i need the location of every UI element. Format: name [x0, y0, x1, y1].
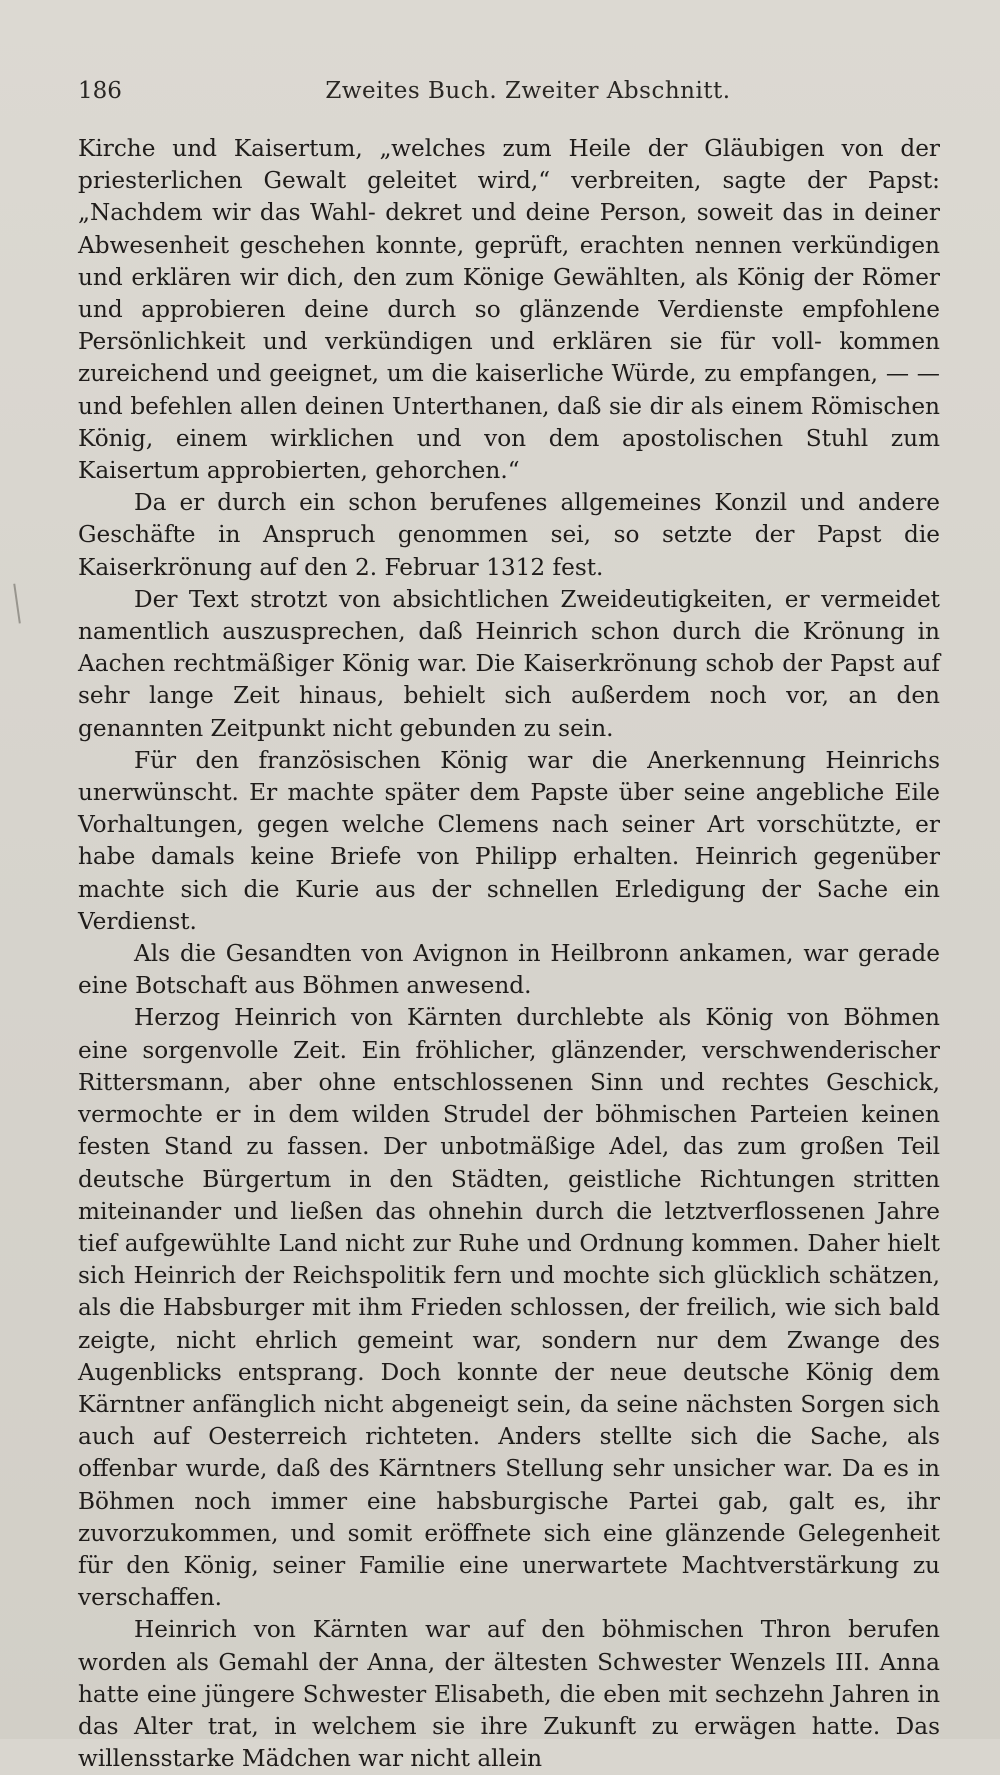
running-head: Zweites Buch. Zweiter Abschnitt. — [325, 78, 731, 104]
paragraph: Als die Gesandten von Avignon in Heilbronn ankamen, war gerade eine Botschaft aus Böhmen anwesend. — [78, 940, 940, 1000]
paragraph: Kirche und Kaisertum, „welches zum Heile der Gläubigen von der priesterlichen Gewalt geleitet wird,“ verbreiten, sagte der Papst: „Nachdem wir das Wahl- dekret und deine Person, soweit das in deiner Abwesenheit geschehen konnte, geprüft, erachten nennen verkündigen und erklären wir dich, den zum Könige Gewählten, als König der Römer und approbieren deine durch so glänzende Verdienste empfohlene Persönlichkeit und verkündigen und erklären sie für voll- kommen zureichend und geeignet, um die kaiserliche Würde, zu empfangen, — — und befehlen allen deinen Unterthanen, daß sie dir als einem Römischen König, einem wirklichen und von dem apostolischen Stuhl zum Kaisertum approbierten, gehorchen.“ — [78, 135, 940, 485]
paragraph: Herzog Heinrich von Kärnten durchlebte als König von Böhmen eine sorgenvolle Zeit. Ein fröhlicher, glänzender, verschwenderischer Rittersmann, aber ohne entschlossenen Sinn und rechtes Geschick, vermochte er in dem wilden Strudel der böhmischen Parteien keinen festen Stand zu fassen. Der unbotmäßige Adel, das zum großen Teil deutsche Bürgertum in den Städten, geistliche Richtungen stritten miteinander und ließen das ohnehin durch die letztverflossenen Jahre tief aufgewühlte Land nicht zur Ruhe und Ordnung kommen. Daher hielt sich Heinrich der Reichspolitik fern und mochte sich glücklich schätzen, als die Habsburger mit ihm Frieden schlossen, der freilich, wie sich bald zeigte, nicht ehrlich gemeint war, sondern nur dem Zwange des Augenblicks entsprang. Doch konnte der neue deutsche König dem Kärntner anfänglich nicht abgeneigt sein, da seine nächsten Sorgen sich auch auf Oesterreich richteten. Anders stellte sich die Sache, als offenbar wurde, daß des Kärntners Stellung sehr unsicher war. Da es in Böhmen noch immer eine habsburgische Partei gab, galt es, ihr zuvorzukommen, und somit eröffnete sich eine glänzende Gelegenheit für den König, seiner Familie eine unerwartete Machtverstärkung zu verschaffen. — [78, 1004, 940, 1612]
margin-pencil-mark — [13, 582, 28, 623]
paragraph: Da er durch ein schon berufenes allgemeines Konzil und andere Geschäfte in Anspruch genommen sei, so setzte der Papst die Kaiserkrönung auf den 2. Februar 1312 fest. — [78, 489, 940, 581]
paragraph: Der Text strotzt von absichtlichen Zweideutigkeiten, er vermeidet namentlich auszusprechen, daß Heinrich schon durch die Krönung in Aachen rechtmäßiger König war. Die Kaiserkrönung schob der Papst auf sehr lange Zeit hinaus, behielt sich außerdem noch vor, an den genannten Zeitpunkt nicht gebunden zu sein. — [78, 585, 940, 742]
paragraph: Für den französischen König war die Anerkennung Heinrichs unerwünscht. Er machte später dem Papste über seine angebliche Eile Vorhaltungen, gegen welche Clemens nach seiner Art vorschützte, er habe damals keine Briefe von Philipp erhalten. Heinrich gegenüber machte sich die Kurie aus der schnellen Erledigung der Sache ein Verdienst. — [78, 746, 940, 935]
paragraph: Heinrich von Kärnten war auf den böhmischen Thron berufen worden als Gemahl der Anna, der ältesten Schwester Wenzels III. Anna hatte eine jüngere Schwester Elisabeth, die eben mit sechzehn Jahren in das Alter trat, in welchem sie ihre Zukunft zu erwägen hatte. Das willensstarke Mädchen war nicht allein — [78, 1616, 940, 1773]
page-number: 186 — [78, 78, 122, 104]
body-text — [78, 133, 940, 1775]
page-header — [78, 78, 938, 108]
